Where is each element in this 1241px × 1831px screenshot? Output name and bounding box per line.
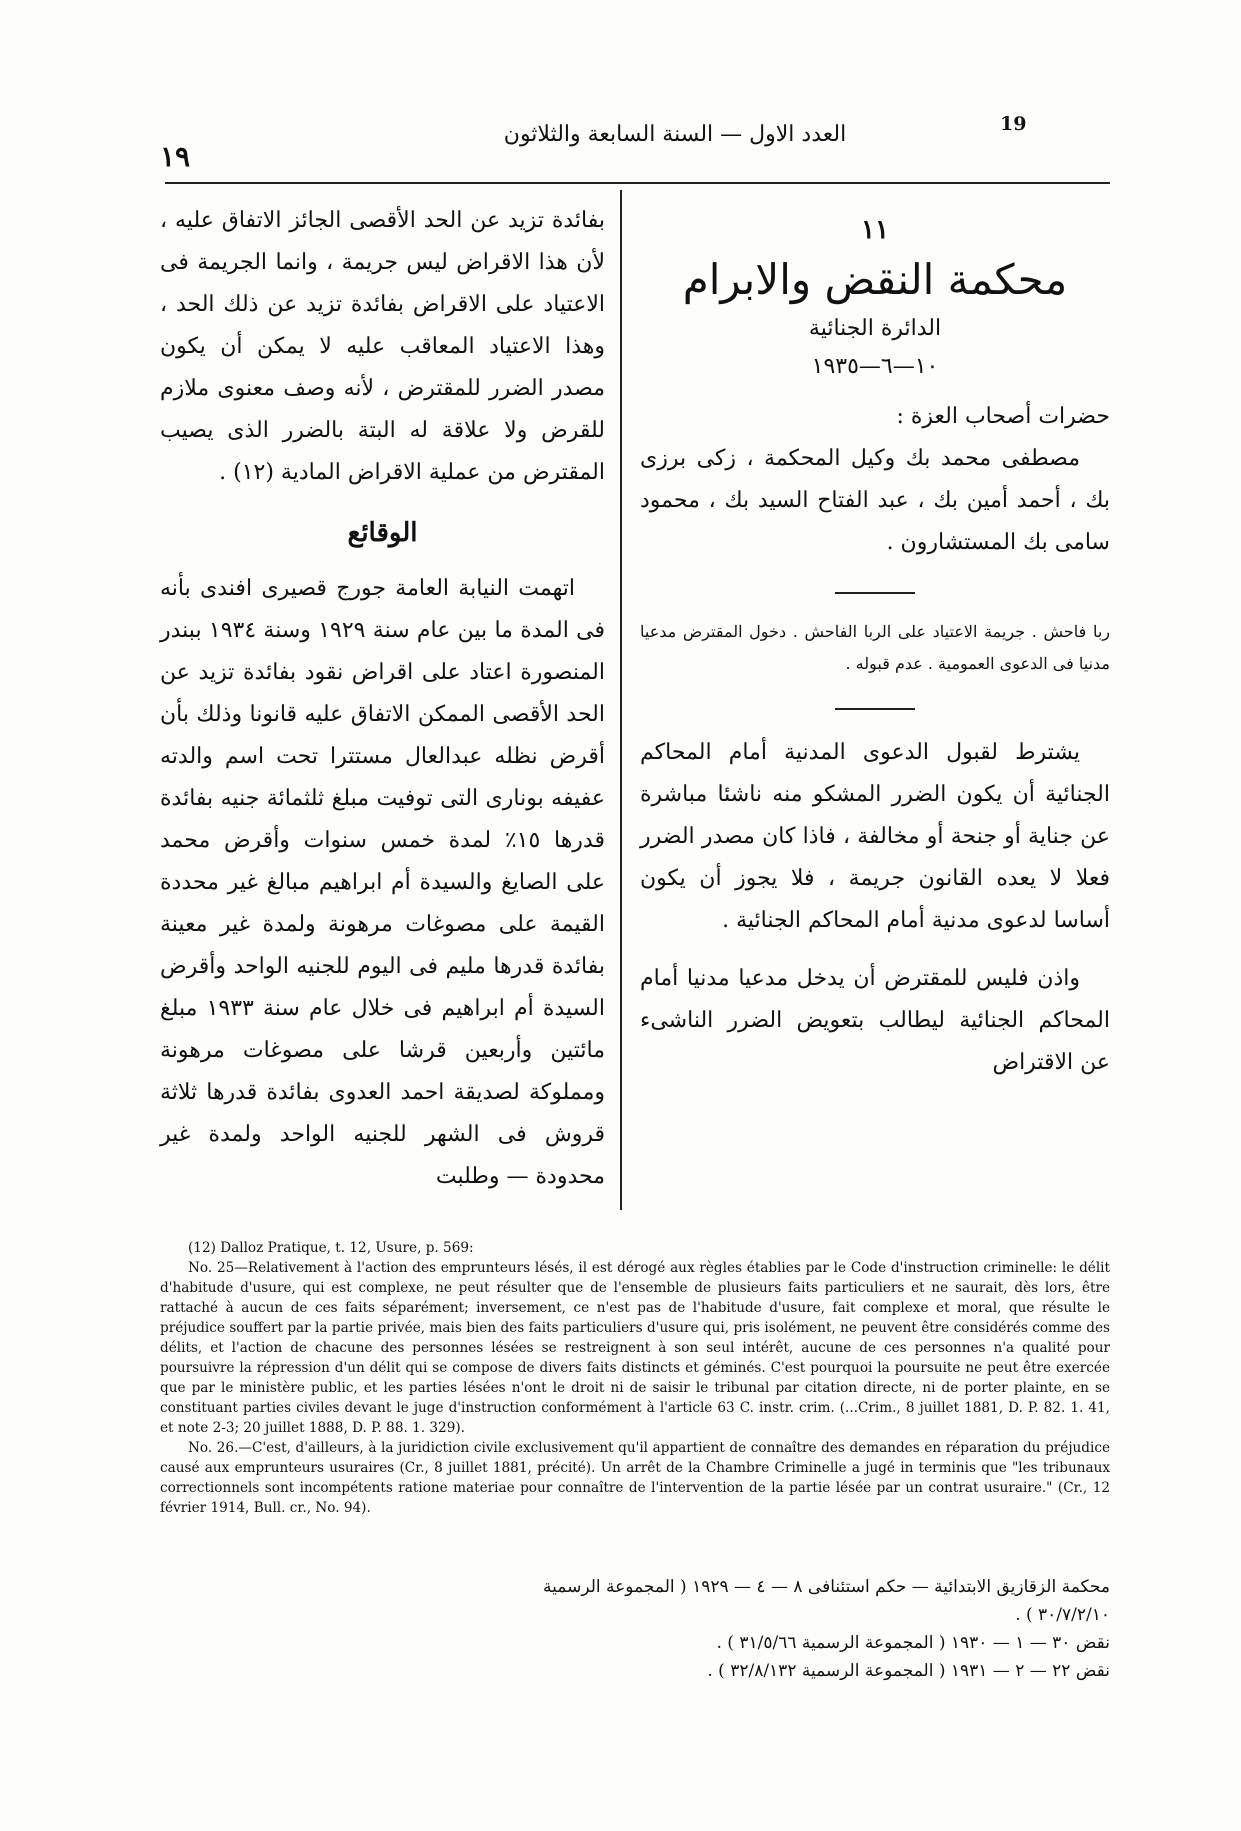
footnotes <box>160 1238 1110 1518</box>
circuit-name: الدائرة الجنائية <box>808 316 942 341</box>
arabic-references <box>520 1573 1110 1685</box>
reference-item: نقض ٢٢ — ٢ — ١٩٣١ ( المجموعة الرسمية ٣٢/٨/١٣٢ ) . <box>707 1661 1110 1681</box>
judges-list: مصطفى محمد بك وكيل المحكمة ، زكى برزى بك ، أحمد أمين بك ، عبد الفتاح السيد بك ، محمود سامى بك المستشارون . <box>640 446 1110 555</box>
legal-principle: يشترط لقبول الدعوى المدنية أمام المحاكم الجنائية أن يكون الضرر المشكو منه ناشئا مباشرة عن جناية أو جنحة أو مخالفة ، فاذا كان مصدر الضرر فعلا لا يعده القانون جريمة ، فلا يجوز أن يكون أساسا لدعوى مدنية أمام المحاكم الجنائية . <box>640 740 1110 933</box>
column-divider <box>620 190 622 1210</box>
footnote-12-head: (12) Dalloz Pratique, t. 12, Usure, p. 569: <box>188 1240 474 1256</box>
page-number-latin: 19 <box>1000 113 1027 135</box>
page-number-arabic: ١٩ <box>160 140 191 173</box>
presiding-label: حضرات أصحاب العزة : <box>896 404 1110 429</box>
left-column <box>160 200 605 1214</box>
footnote-26: No. 26.—C'est, d'ailleurs, à la juridiction civile exclusivement qu'il appartient de connaître des demandes en réparation du préjudice causé aux emprunteurs usuraires (Cr., 8 juillet 1881, précité). Un arrêt de la Chambre Criminelle a jugé in terminis que "les tribunaux correctionnels sont incompétents ratione materiae pour connaître de l'intervention de la partie lésée par un contrat usuraire." (Cr., 12 février 1914, Bull. cr., No. 94). <box>160 1440 1110 1516</box>
reference-item: نقض ٣٠ — ١ — ١٩٣٠ ( المجموعة الرسمية ٣١/٥/٦٦ ) . <box>716 1633 1110 1653</box>
right-column <box>640 210 1110 1100</box>
section-divider <box>835 708 915 710</box>
reference-item: محكمة الزقازيق الابتدائية — حكم استئنافى ٨ — ٤ — ١٩٢٩ ( المجموعة الرسمية ٣٠/٧/٢/١٠ ) . <box>543 1577 1110 1625</box>
footnote-25: No. 25—Relativement à l'action des emprunteurs lésés, il est dérogé aux règles établies par le Code d'instruction criminelle: le délit d'habitude d'usure, qui est complexe, ne peut résulter que de l'ensemble de plusieurs faits particuliers et ne saurait, dès lors, être rattaché à aucun de ces faits séparément; inversement, ce n'est pas de l'habitude d'usure, fait complexe et moral, que résulte le préjudice souffert par la partie privée, mais bien des faits particuliers d'usure qui, pris isolément, ne peuvent être considérés comme des délits, et l'action de chacune des personnes lésées se restreignent à son seul intérêt, aucune de ces personnes n'a qualité pour poursuivre la répression d'un délit qui se compose de divers faits distincts et géminés. C'est pourquoi la poursuite ne peut être exercée que par le ministère public, et les parties lésées n'ont le droit ni de saisir le tribunal par citation directe, ni de porter plainte, en se constituant parties civiles devant le juge d'instruction conformément à l'article 63 C. instr. crim. (...Crim., 8 juillet 1881, D. P. 82. 1. 41, et note 2-3; 20 juillet 1888, D. P. 88. 1. 329). <box>160 1260 1110 1436</box>
conclusion-paragraph: واذن فليس للمقترض أن يدخل مدعيا مدنيا أمام المحاكم الجنائية ليطالب بتعويض الضرر الناشىء عن الاقتراض <box>640 966 1110 1075</box>
case-date: ١٠—٦—١٩٣٥ <box>811 354 939 379</box>
court-name: محكمة النقض والابرام <box>682 255 1068 304</box>
case-number: ١١ <box>861 215 889 245</box>
continuation-paragraph: بفائدة تزيد عن الحد الأقصى الجائز الاتفاق عليه ، لأن هذا الاقراض ليس جريمة ، وانما الجريمة فى الاعتياد على الاقراض بفائدة تزيد عن ذلك الحد ، وهذا الاعتياد المعاقب عليه لا يمكن أن يكون مصدر الضرر للمقترض ، لأنه وصف معنوى ملازم للقرض ولا علاقة له البتة بالضرر الذى يصيب المقترض من عملية الاقراض المادية (١٢) . <box>160 208 605 485</box>
facts-heading: الوقائع <box>347 518 418 548</box>
section-divider <box>835 592 915 594</box>
issue-title: العدد الاول — السنة السابعة والثلاثون <box>503 122 847 147</box>
facts-paragraph: اتهمت النيابة العامة جورج قصيرى افندى بأنه فى المدة ما بين عام سنة ١٩٢٩ وسنة ١٩٣٤ ببندر المنصورة اعتاد على اقراض نقود بفائدة تزيد عن الحد الأقصى الممكن الاتفاق عليه قانونا وذلك بأن أقرض نظله عبدالعال مستترا تحت اسم والدته عفيفه بونارى التى توفيت مبلغ ثلثمائة جنيه بفائدة قدرها ١٥٪ لمدة خمس سنوات وأقرض محمد على الصايغ والسيدة أم ابراهيم مبالغ غير محددة القيمة على مصوغات مرهونة ولمدة غير معينة بفائدة قدرها مليم فى اليوم للجنيه الواحد وأقرض السيدة أم ابراهيم فى خلال عام سنة ١٩٣٣ مبلغ مائتين وأربعين قرشا على مصوغات مرهونة ومملوكة لصديقة احمد العدوى بفائدة قدرها ثلاثة قروش فى الشهر للجنيه الواحد ولمدة غير محدودة — وطلبت <box>160 576 605 1189</box>
keywords: ربا فاحش . جريمة الاعتياد على الربا الفاحش . دخول المقترض مدعيا مدنيا فى الدعوى العمومية . عدم قبوله . <box>640 622 1110 673</box>
header-rule <box>165 182 1110 184</box>
